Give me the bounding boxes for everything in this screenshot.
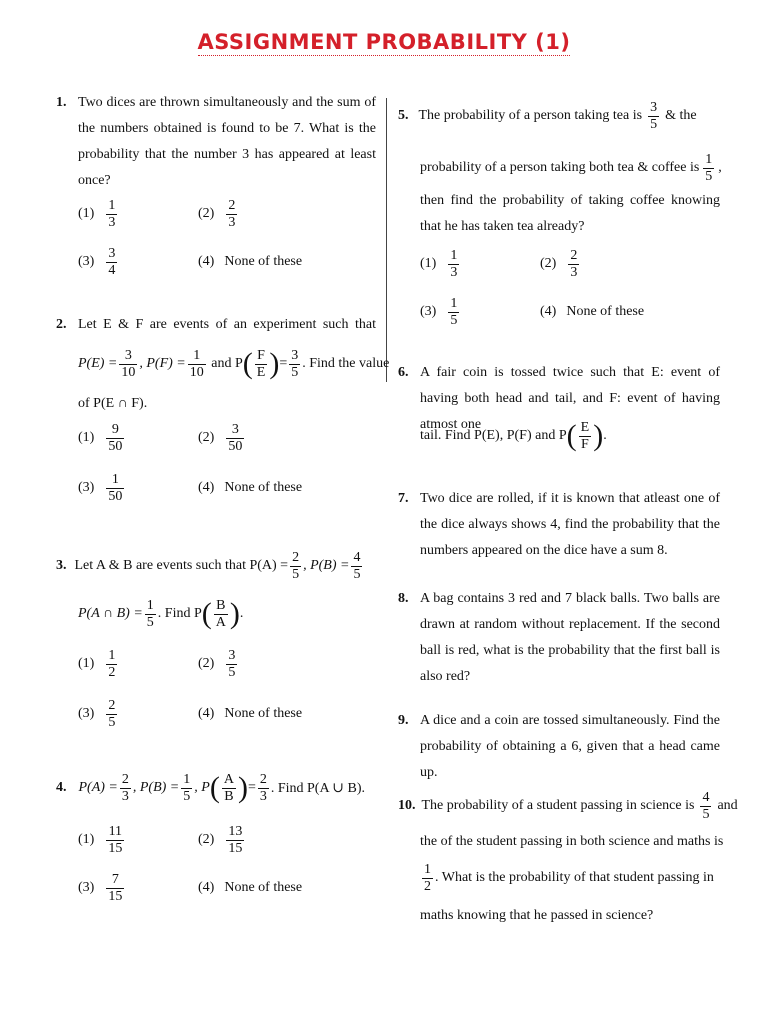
fraction: $\frac{1}{3}$ (108, 197, 116, 230)
fraction: $\frac{3}{10}$ (121, 347, 136, 380)
question-text: Let E & F are events of an experiment such that (78, 317, 376, 332)
q5-option-4: (4) None of these (540, 304, 645, 319)
q1-option-4: (4) None of these (198, 254, 303, 269)
page-title: ASSIGNMENT PROBABILITY (1) (197, 30, 571, 54)
fraction: $\frac{2}{3}$ (570, 247, 578, 280)
fraction: $\frac{1}{10}$ (189, 347, 204, 380)
q10-line-2: the of the student passing in both science and maths is (420, 834, 724, 849)
fraction: $\frac{11}{15}$ (108, 823, 123, 856)
fraction: $\frac{1}{3}$ (450, 247, 458, 280)
q2-option-1: (1) $\frac{9}{50}$ (78, 421, 123, 454)
q5-option-1: (1) $\frac{1}{3}$ (420, 247, 458, 280)
q2-line-3: of P(E ∩ F). (78, 396, 148, 411)
question-number: 10. (398, 798, 416, 813)
question-number: 6. (398, 365, 409, 380)
question-number: 3. (56, 558, 67, 573)
question-text: A fair coin is tossed twice such that E: event of having both head and tail, and F: event of having atmost one (420, 365, 720, 432)
question-3: 3. Let A & B are events such that P(A) = $\frac{2}{5}$ , P(B) = $\frac{4}{5}$ (56, 549, 361, 582)
fraction: $\frac{3}{5}$ (228, 647, 236, 680)
q4-option-3: (3) $\frac{7}{15}$ (78, 871, 123, 904)
q1-option-3: (3) $\frac{3}{4}$ (78, 245, 116, 278)
question-number: 9. (398, 713, 409, 728)
fraction: $\frac{A}{B}$ (223, 771, 234, 804)
fraction: $\frac{1}{5}$ (705, 151, 713, 184)
question-number: 8. (398, 591, 409, 606)
q2-option-4: (4) None of these (198, 480, 303, 495)
fraction: $\frac{B}{A}$ (215, 597, 226, 630)
fraction: $\frac{2}{3}$ (228, 197, 236, 230)
fraction: $\frac{3}{5}$ (291, 347, 299, 380)
q3-option-1: (1) $\frac{1}{2}$ (78, 647, 116, 680)
fraction: $\frac{3}{5}$ (650, 99, 658, 132)
fraction: $\frac{2}{3}$ (259, 771, 267, 804)
fraction: $\frac{F}{E}$ (256, 347, 266, 380)
q5-option-3: (3) $\frac{1}{5}$ (420, 295, 458, 328)
q1-option-1: (1) $\frac{1}{3}$ (78, 197, 116, 230)
fraction: $\frac{1}{5}$ (183, 771, 191, 804)
q4-option-4: (4) None of these (198, 880, 303, 895)
fraction: $\frac{4}{5}$ (353, 549, 361, 582)
question-10: 10. The probability of a student passing in science is $\frac{4}{5}$ and (398, 789, 738, 822)
q5-line-3: then find the probability of taking coffee knowing that he has taken tea already? (420, 193, 720, 234)
fraction: $\frac{1}{50}$ (108, 471, 123, 504)
q3-option-2: (2) $\frac{3}{5}$ (198, 647, 236, 680)
question-text: A dice and a coin are tossed simultaneously. Find the probability of obtaining a 6, given that a head came up. (420, 713, 720, 780)
q10-line-3: $\frac{1}{2}$ . What is the probability of that student passing in (424, 861, 714, 894)
question-text: Two dice are rolled, if it is known that atleast one of the dice always shows 4, find the probability that the numbers appeared on the dice have a sum 8. (420, 491, 720, 558)
q3-option-3: (3) $\frac{2}{5}$ (78, 697, 116, 730)
fraction: $\frac{7}{15}$ (108, 871, 123, 904)
fraction: $\frac{1}{5}$ (450, 295, 458, 328)
q5-option-2: (2) $\frac{2}{3}$ (540, 247, 578, 280)
q3-formula: P(A ∩ B) = $\frac{1}{5}$ . Find P ( $\frac{B}{A}$ ) . (78, 597, 244, 630)
fraction: $\frac{E}{F}$ (580, 419, 590, 452)
question-number: 7. (398, 491, 409, 506)
q2-option-3: (3) $\frac{1}{50}$ (78, 471, 123, 504)
question-text: Two dices are thrown simultaneously and the sum of the numbers obtained is found to be 7. What is the probability that the number 3 has appeared at least once? (78, 95, 376, 188)
question-text: A bag contains 3 red and 7 black balls. Two balls are drawn at random without replacement. If the second ball is red, what is the probability that the first ball is also red? (420, 591, 720, 684)
q5-line-2: probability of a person taking both tea & coffee is $\frac{1}{5}$ , (420, 151, 722, 184)
q6-formula: tail. Find P(E), P(F) and P ( $\frac{E}{F}$ ) . (420, 419, 607, 452)
fraction: $\frac{1}{2}$ (424, 861, 431, 894)
question-number: 2. (56, 317, 67, 332)
column-divider (386, 98, 387, 382)
q4-option-1: (1) $\frac{11}{15}$ (78, 823, 123, 856)
q3-option-4: (4) None of these (198, 706, 303, 721)
q10-line-4: maths knowing that he passed in science? (420, 908, 654, 923)
fraction: $\frac{3}{50}$ (228, 421, 243, 454)
question-5: 5. The probability of a person taking tea is $\frac{3}{5}$ & the (398, 99, 697, 132)
fraction: $\frac{2}{3}$ (121, 771, 129, 804)
q2-option-2: (2) $\frac{3}{50}$ (198, 421, 243, 454)
q1-option-2: (2) $\frac{2}{3}$ (198, 197, 236, 230)
fraction: $\frac{13}{15}$ (228, 823, 243, 856)
fraction: $\frac{1}{5}$ (146, 597, 154, 630)
fraction: $\frac{4}{5}$ (702, 789, 710, 822)
fraction: $\frac{3}{4}$ (108, 245, 116, 278)
fraction: $\frac{2}{5}$ (292, 549, 300, 582)
q2-formula: P(E) = $\frac{3}{10}$ , P(F) = $\frac{1}{10}$ and P ( $\frac{F}{E}$ ) = $\frac{3}{5}$ . Find the value (78, 347, 390, 380)
fraction: $\frac{1}{2}$ (108, 647, 116, 680)
fraction: $\frac{2}{5}$ (108, 697, 116, 730)
question-number: 1. (56, 95, 67, 110)
q4-option-2: (2) $\frac{13}{15}$ (198, 823, 243, 856)
question-number: 5. (398, 108, 409, 123)
question-4: 4. P(A) = $\frac{2}{3}$ , P(B) = $\frac{1}{5}$ , P ( $\frac{A}{B}$ ) = $\frac{2}{3}$ . Find P(A ∪ B). (56, 771, 366, 804)
fraction: $\frac{9}{50}$ (108, 421, 123, 454)
question-number: 4. (56, 780, 67, 795)
